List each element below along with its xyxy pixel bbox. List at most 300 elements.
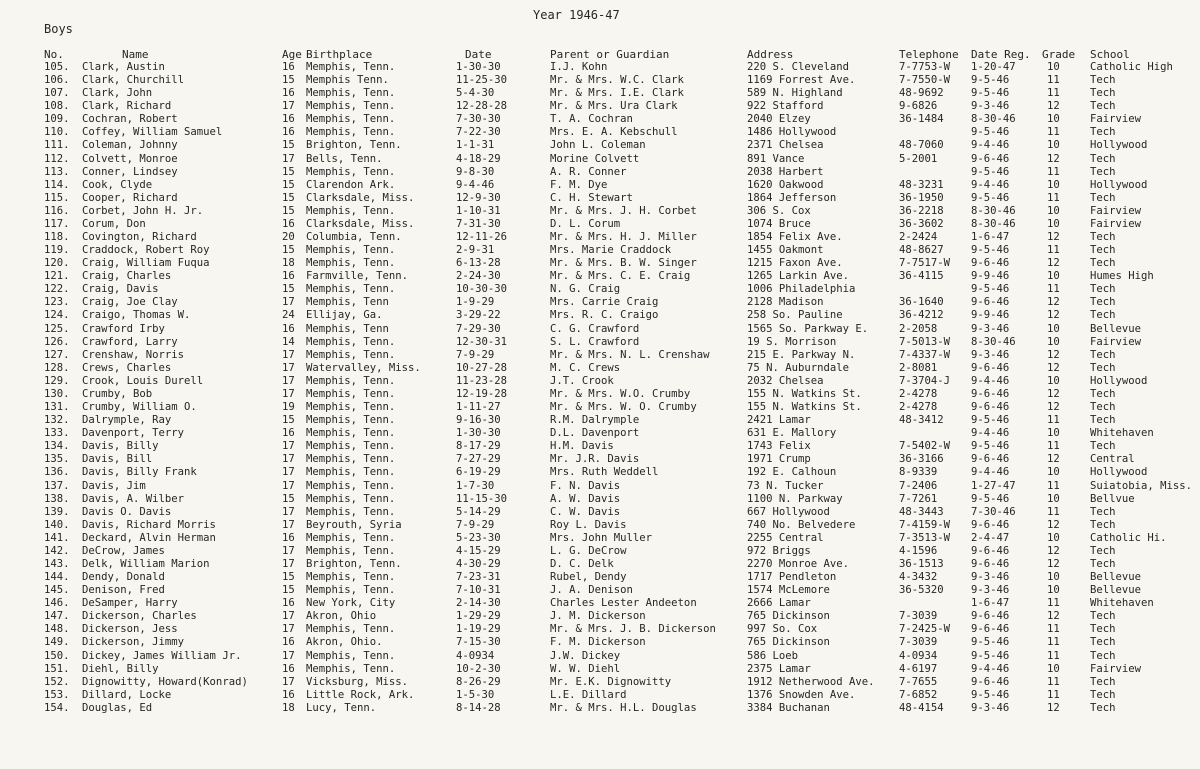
- date-registered: 8-30-46: [971, 335, 1016, 348]
- birthplace: Brighton, Tenn.: [306, 557, 402, 570]
- telephone: 4-6197: [899, 662, 938, 675]
- table-row: [0, 702, 1200, 715]
- row-number: 137.: [44, 479, 70, 492]
- address: 1486 Hollywood: [747, 126, 837, 139]
- header-age: Age: [282, 48, 302, 61]
- student-name: Deckard, Alvin Herman: [82, 531, 216, 544]
- telephone: 7-6852: [899, 688, 938, 701]
- table-row: [0, 493, 1200, 506]
- school: Tech: [1090, 152, 1116, 165]
- date-registered: 9-4-46: [971, 139, 1010, 152]
- age: 16: [282, 126, 295, 139]
- birth-date: 8-14-28: [456, 701, 501, 714]
- date-registered: 1-20-47: [971, 61, 1016, 73]
- address: 19 S. Morrison: [747, 335, 837, 348]
- address: 220 S. Cleveland: [747, 61, 850, 73]
- school: Hollywood: [1090, 178, 1148, 191]
- birthplace: Lucy, Tenn.: [306, 701, 377, 714]
- birth-date: 12-28-28: [456, 100, 508, 113]
- parent-guardian: C. G. Crawford: [550, 322, 640, 335]
- age: 15: [282, 584, 295, 597]
- date-registered: 9-6-46: [971, 296, 1010, 309]
- school: Whitehaven: [1090, 597, 1154, 610]
- date-registered: 9-4-46: [971, 374, 1010, 387]
- student-name: Dillard, Locke: [82, 688, 172, 701]
- grade: 12: [1047, 518, 1060, 531]
- age: 15: [282, 178, 295, 191]
- row-number: 139.: [44, 505, 70, 518]
- age: 17: [282, 466, 295, 479]
- student-name: DeCrow, James: [82, 544, 165, 557]
- grade: 11: [1047, 675, 1060, 688]
- grade: 11: [1047, 479, 1060, 492]
- birthplace: Memphis, Tenn.: [306, 401, 396, 414]
- age: 16: [282, 531, 295, 544]
- address: 1455 Oakmont: [747, 244, 824, 257]
- parent-guardian: T. A. Cochran: [550, 113, 633, 126]
- age: 14: [282, 335, 295, 348]
- header-birthplace: Birthplace: [306, 48, 373, 61]
- school: Hollywood: [1090, 139, 1148, 152]
- grade: 10: [1047, 571, 1060, 584]
- row-number: 126.: [44, 335, 70, 348]
- header-school: School: [1090, 48, 1130, 61]
- age: 16: [282, 636, 295, 649]
- grade: 11: [1047, 505, 1060, 518]
- birthplace: Memphis, Tenn.: [306, 544, 396, 557]
- header-parent: Parent or Guardian: [550, 48, 670, 61]
- row-number: 111.: [44, 139, 70, 152]
- table-row: [0, 401, 1200, 414]
- birth-date: 11-15-30: [456, 492, 508, 505]
- grade: 12: [1047, 152, 1060, 165]
- school: Tech: [1090, 688, 1116, 701]
- birthplace: Memphis, Tenn.: [306, 505, 396, 518]
- telephone: 36-4212: [899, 309, 944, 322]
- birthplace: Memphis, Tenn.: [306, 61, 396, 73]
- row-number: 135.: [44, 453, 70, 466]
- telephone: 36-1640: [899, 296, 944, 309]
- telephone: 4-0934: [899, 649, 938, 662]
- grade: 10: [1047, 270, 1060, 283]
- birthplace: Memphis, Tenn.: [306, 584, 396, 597]
- parent-guardian: Mrs. John Muller: [550, 531, 653, 544]
- birthplace: Memphis, Tenn.: [306, 440, 396, 453]
- birth-date: 1-10-31: [456, 204, 501, 217]
- address: 2032 Chelsea: [747, 374, 824, 387]
- telephone: 36-5320: [899, 584, 944, 597]
- telephone: 2-8081: [899, 361, 938, 374]
- row-number: 121.: [44, 270, 70, 283]
- row-number: 141.: [44, 531, 70, 544]
- birth-date: 2-24-30: [456, 270, 501, 283]
- grade: 12: [1047, 309, 1060, 322]
- age: 16: [282, 87, 295, 100]
- birthplace: Memphis, Tenn.: [306, 348, 396, 361]
- birthplace: Akron, Ohio: [306, 610, 377, 623]
- table-row: [0, 166, 1200, 179]
- table-row: [0, 244, 1200, 257]
- table-row: [0, 676, 1200, 689]
- address: 922 Stafford: [747, 100, 824, 113]
- address: 2375 Lamar: [747, 662, 811, 675]
- parent-guardian: W. W. Diehl: [550, 662, 621, 675]
- parent-guardian: Mrs. Marie Craddock: [550, 244, 672, 257]
- birthplace: Farmville, Tenn.: [306, 270, 409, 283]
- birth-date: 8-17-29: [456, 440, 501, 453]
- grade: 11: [1047, 440, 1060, 453]
- address: 765 Dickinson: [747, 610, 830, 623]
- address: 2255 Central: [747, 531, 824, 544]
- telephone: 5-2001: [899, 152, 938, 165]
- student-name: Dickerson, Jess: [82, 623, 178, 636]
- parent-guardian: J. M. Dickerson: [550, 610, 646, 623]
- telephone: 48-8627: [899, 244, 944, 257]
- telephone: 7-7550-W: [899, 74, 951, 87]
- birthplace: Memphis, Tenn.: [306, 571, 396, 584]
- table-header: [0, 48, 1200, 61]
- school: Whitehaven: [1090, 427, 1154, 440]
- grade: 11: [1047, 649, 1060, 662]
- row-number: 120.: [44, 257, 70, 270]
- address: 1169 Forrest Ave.: [747, 74, 856, 87]
- birth-date: 1-11-27: [456, 401, 501, 414]
- date-registered: 9-3-46: [971, 571, 1010, 584]
- school: Tech: [1090, 401, 1116, 414]
- table-row: [0, 480, 1200, 493]
- school: Tech: [1090, 244, 1116, 257]
- row-number: 108.: [44, 100, 70, 113]
- address: 306 S. Cox: [747, 204, 811, 217]
- parent-guardian: Mr. & Mrs. Ura Clark: [550, 100, 678, 113]
- school: Hollywood: [1090, 374, 1148, 387]
- birth-date: 10-2-30: [456, 662, 501, 675]
- date-registered: 9-3-46: [971, 348, 1010, 361]
- age: 16: [282, 61, 295, 73]
- birthplace: Memphis, Tenn.: [306, 244, 396, 257]
- row-number: 133.: [44, 427, 70, 440]
- age: 24: [282, 309, 295, 322]
- student-name: Davis, Billy Frank: [82, 466, 197, 479]
- school: Fairview: [1090, 113, 1142, 126]
- school: Tech: [1090, 636, 1116, 649]
- row-number: 134.: [44, 440, 70, 453]
- header-grade: Grade: [1042, 48, 1076, 61]
- grade: 10: [1047, 466, 1060, 479]
- birthplace: Memphis, Tenn.: [306, 374, 396, 387]
- birth-date: 12-30-31: [456, 335, 508, 348]
- telephone: 7-3039: [899, 610, 938, 623]
- address: 997 So. Cox: [747, 623, 818, 636]
- row-number: 116.: [44, 204, 70, 217]
- age: 17: [282, 649, 295, 662]
- date-registered: 9-5-46: [971, 126, 1010, 139]
- date-registered: 1-27-47: [971, 479, 1016, 492]
- age: 16: [282, 662, 295, 675]
- address: 2371 Chelsea: [747, 139, 824, 152]
- parent-guardian: John L. Coleman: [550, 139, 646, 152]
- address: 1100 N. Parkway: [747, 492, 843, 505]
- school: Tech: [1090, 283, 1116, 296]
- date-registered: 2-4-47: [971, 531, 1010, 544]
- date-registered: 9-6-46: [971, 544, 1010, 557]
- row-number: 154.: [44, 701, 70, 714]
- school: Tech: [1090, 257, 1116, 270]
- age: 17: [282, 348, 295, 361]
- table-row: [0, 296, 1200, 309]
- birth-date: 1-7-30: [456, 479, 495, 492]
- date-registered: 9-4-46: [971, 427, 1010, 440]
- grade: 10: [1047, 427, 1060, 440]
- date-registered: 8-30-46: [971, 113, 1016, 126]
- address: 1864 Jefferson: [747, 191, 837, 204]
- birth-date: 7-23-31: [456, 571, 501, 584]
- address: 631 E. Mallory: [747, 427, 837, 440]
- parent-guardian: S. L. Crawford: [550, 335, 640, 348]
- address: 1574 McLemore: [747, 584, 830, 597]
- age: 15: [282, 571, 295, 584]
- birth-date: 7-29-30: [456, 322, 501, 335]
- grade: 10: [1047, 374, 1060, 387]
- address: 1912 Netherwood Ave.: [747, 675, 875, 688]
- birthplace: Memphis, Tenn.: [306, 662, 396, 675]
- age: 17: [282, 361, 295, 374]
- row-number: 110.: [44, 126, 70, 139]
- row-number: 131.: [44, 401, 70, 414]
- birth-date: 4-15-29: [456, 544, 501, 557]
- telephone: 7-2406: [899, 479, 938, 492]
- address: 1376 Snowden Ave.: [747, 688, 856, 701]
- table-row: [0, 113, 1200, 126]
- school: Tech: [1090, 165, 1116, 178]
- date-registered: 9-5-46: [971, 74, 1010, 87]
- grade: 11: [1047, 414, 1060, 427]
- student-name: Crawford Irby: [82, 322, 165, 335]
- table-row: [0, 571, 1200, 584]
- school: Fairview: [1090, 204, 1142, 217]
- parent-guardian: Mr. & Mrs. J. B. Dickerson: [550, 623, 716, 636]
- telephone: 36-1513: [899, 557, 944, 570]
- parent-guardian: M. C. Crews: [550, 361, 621, 374]
- parent-guardian: Mr. E.K. Dignowitty: [550, 675, 672, 688]
- birth-date: 11-23-28: [456, 374, 508, 387]
- date-registered: 9-5-46: [971, 636, 1010, 649]
- school: Tech: [1090, 387, 1116, 400]
- age: 16: [282, 688, 295, 701]
- address: 75 N. Auburndale: [747, 361, 850, 374]
- student-name: Dickerson, Charles: [82, 610, 197, 623]
- age: 17: [282, 675, 295, 688]
- student-name: Conner, Lindsey: [82, 165, 178, 178]
- school: Tech: [1090, 518, 1116, 531]
- student-name: Douglas, Ed: [82, 701, 153, 714]
- telephone: 36-3602: [899, 217, 944, 230]
- row-number: 128.: [44, 361, 70, 374]
- grade: 10: [1047, 217, 1060, 230]
- birth-date: 9-16-30: [456, 414, 501, 427]
- row-number: 147.: [44, 610, 70, 623]
- table-row: [0, 192, 1200, 205]
- row-number: 138.: [44, 492, 70, 505]
- birth-date: 9-8-30: [456, 165, 495, 178]
- parent-guardian: L. G. DeCrow: [550, 544, 627, 557]
- table-row: [0, 139, 1200, 152]
- address: 2666 Lamar: [747, 597, 811, 610]
- age: 17: [282, 100, 295, 113]
- parent-guardian: Mr. & Mrs. W. O. Crumby: [550, 401, 697, 414]
- student-name: Crook, Louis Durell: [82, 374, 204, 387]
- telephone: 36-1484: [899, 113, 944, 126]
- parent-guardian: J.W. Dickey: [550, 649, 621, 662]
- table-row: [0, 309, 1200, 322]
- student-name: Coleman, Johnny: [82, 139, 178, 152]
- date-registered: 9-6-46: [971, 453, 1010, 466]
- school: Tech: [1090, 74, 1116, 87]
- school: Central: [1090, 453, 1135, 466]
- birthplace: Watervalley, Miss.: [306, 361, 421, 374]
- parent-guardian: C. W. Davis: [550, 505, 621, 518]
- table-row: [0, 663, 1200, 676]
- birth-date: 7-31-30: [456, 217, 501, 230]
- grade: 12: [1047, 557, 1060, 570]
- birthplace: Memphis, Tenn.: [306, 335, 396, 348]
- address: 765 Dickinson: [747, 636, 830, 649]
- table-row: [0, 414, 1200, 427]
- age: 17: [282, 505, 295, 518]
- birthplace: Clarksdale, Miss.: [306, 191, 415, 204]
- table-row: [0, 100, 1200, 113]
- student-name: Dickey, James William Jr.: [82, 649, 242, 662]
- telephone: 2-4278: [899, 387, 938, 400]
- birth-date: 1-9-29: [456, 296, 495, 309]
- parent-guardian: Mr. & Mrs. C. E. Craig: [550, 270, 691, 283]
- age: 15: [282, 492, 295, 505]
- birthplace: Bells, Tenn.: [306, 152, 383, 165]
- address: 73 N. Tucker: [747, 479, 824, 492]
- grade: 10: [1047, 178, 1060, 191]
- table-row: [0, 153, 1200, 166]
- grade: 12: [1047, 701, 1060, 714]
- address: 667 Hollywood: [747, 505, 830, 518]
- birth-date: 6-13-28: [456, 257, 501, 270]
- student-name: Craddock, Robert Roy: [82, 244, 210, 257]
- row-number: 127.: [44, 348, 70, 361]
- birth-date: 4-30-29: [456, 557, 501, 570]
- row-number: 150.: [44, 649, 70, 662]
- birthplace: Akron, Ohio.: [306, 636, 383, 649]
- address: 258 So. Pauline: [747, 309, 843, 322]
- table-row: [0, 231, 1200, 244]
- birthplace: Memphis, Tenn.: [306, 126, 396, 139]
- birth-date: 7-15-30: [456, 636, 501, 649]
- date-registered: 7-30-46: [971, 505, 1016, 518]
- birth-date: 7-9-29: [456, 518, 495, 531]
- age: 17: [282, 296, 295, 309]
- header-telephone: Telephone: [899, 48, 959, 61]
- table-row: [0, 375, 1200, 388]
- birth-date: 3-29-22: [456, 309, 501, 322]
- student-name: Corum, Don: [82, 217, 146, 230]
- school: Hollywood: [1090, 466, 1148, 479]
- student-name: Craigo, Thomas W.: [82, 309, 191, 322]
- grade: 12: [1047, 387, 1060, 400]
- birthplace: Memphis, Tenn.: [306, 649, 396, 662]
- telephone: 36-3166: [899, 453, 944, 466]
- row-number: 117.: [44, 217, 70, 230]
- parent-guardian: A. R. Conner: [550, 165, 627, 178]
- age: 17: [282, 623, 295, 636]
- student-name: Crawford, Larry: [82, 335, 178, 348]
- telephone: 7-7655: [899, 675, 938, 688]
- school: Suiatobia, Miss.: [1090, 479, 1193, 492]
- address: 1006 Philadelphia: [747, 283, 856, 296]
- birth-date: 7-27-29: [456, 453, 501, 466]
- student-name: Crumby, Bob: [82, 387, 153, 400]
- row-number: 149.: [44, 636, 70, 649]
- age: 17: [282, 387, 295, 400]
- age: 15: [282, 283, 295, 296]
- table-row: [0, 597, 1200, 610]
- student-name: Dalrymple, Ray: [82, 414, 172, 427]
- row-number: 119.: [44, 244, 70, 257]
- telephone: 7-4337-W: [899, 348, 951, 361]
- student-name: Delk, William Marion: [82, 557, 210, 570]
- grade: 10: [1047, 322, 1060, 335]
- birth-date: 5-4-30: [456, 87, 495, 100]
- grade: 10: [1047, 335, 1060, 348]
- grade: 12: [1047, 361, 1060, 374]
- student-name: Colvett, Monroe: [82, 152, 178, 165]
- table-row: [0, 270, 1200, 283]
- student-name: Craig, Charles: [82, 270, 172, 283]
- date-registered: 9-6-46: [971, 623, 1010, 636]
- table-row: [0, 126, 1200, 139]
- age: 16: [282, 427, 295, 440]
- telephone: 7-7753-W: [899, 61, 951, 73]
- parent-guardian: Mr. & Mrs. I.E. Clark: [550, 87, 684, 100]
- date-registered: 9-6-46: [971, 557, 1010, 570]
- parent-guardian: Mr. J.R. Davis: [550, 453, 640, 466]
- parent-guardian: D. C. Delk: [550, 557, 614, 570]
- student-name: Davis, Billy: [82, 440, 159, 453]
- date-registered: 9-5-46: [971, 440, 1010, 453]
- grade: 10: [1047, 113, 1060, 126]
- birthplace: Columbia, Tenn.: [306, 231, 402, 244]
- address: 1265 Larkin Ave.: [747, 270, 850, 283]
- grade: 10: [1047, 492, 1060, 505]
- parent-guardian: Mr. & Mrs. J. H. Corbet: [550, 204, 697, 217]
- birth-date: 9-4-46: [456, 178, 495, 191]
- birth-date: 1-29-29: [456, 610, 501, 623]
- birth-date: 4-0934: [456, 649, 495, 662]
- telephone: 48-9692: [899, 87, 944, 100]
- date-registered: 9-5-46: [971, 244, 1010, 257]
- telephone: 4-1596: [899, 544, 938, 557]
- student-name: Davenport, Terry: [82, 427, 185, 440]
- row-number: 106.: [44, 74, 70, 87]
- age: 16: [282, 217, 295, 230]
- telephone: 7-4159-W: [899, 518, 951, 531]
- birthplace: Little Rock, Ark.: [306, 688, 415, 701]
- telephone: 48-4154: [899, 701, 944, 714]
- school: Tech: [1090, 348, 1116, 361]
- parent-guardian: J.T. Crook: [550, 374, 614, 387]
- telephone: 2-2424: [899, 231, 938, 244]
- date-registered: 9-5-46: [971, 165, 1010, 178]
- school: Tech: [1090, 623, 1116, 636]
- school: Tech: [1090, 505, 1116, 518]
- table-row: [0, 61, 1200, 74]
